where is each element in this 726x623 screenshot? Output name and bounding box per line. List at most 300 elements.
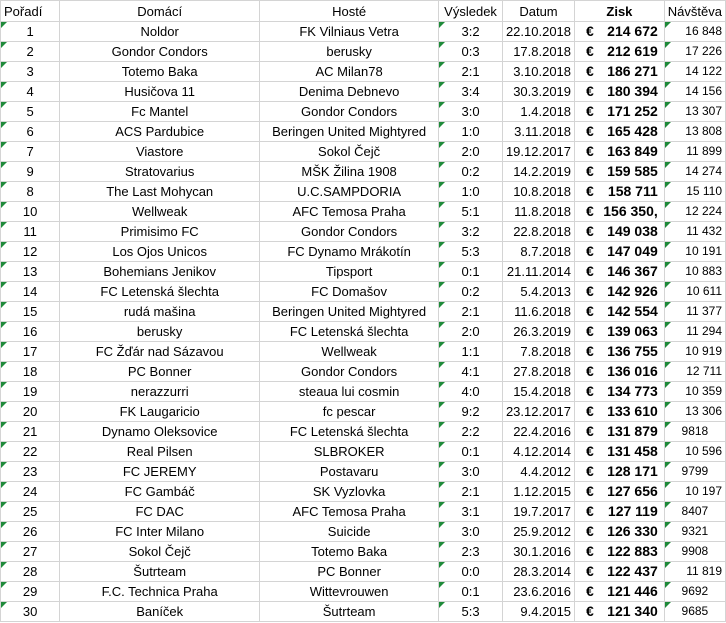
cell-poradi[interactable]	[1, 262, 60, 282]
header-hoste[interactable]: Hosté	[260, 1, 439, 22]
cell-zisk[interactable]	[575, 222, 665, 242]
cell-datum[interactable]	[502, 562, 574, 582]
cell-datum[interactable]	[502, 162, 574, 182]
cell-hoste[interactable]	[260, 182, 439, 202]
cell-navsteva[interactable]	[664, 182, 725, 202]
cell-hoste[interactable]	[260, 562, 439, 582]
domaci-value: Bohemians Jenikov	[103, 264, 217, 279]
cell-navsteva[interactable]	[664, 42, 725, 62]
cell-poradi[interactable]	[1, 522, 60, 542]
cell-navsteva[interactable]	[664, 142, 725, 162]
cell-hoste[interactable]	[260, 262, 439, 282]
currency-symbol: €	[586, 183, 594, 199]
hoste-value: Sokol Čejč	[318, 144, 381, 159]
cell-navsteva[interactable]	[664, 462, 725, 482]
cell-vysledek[interactable]	[439, 182, 503, 202]
cell-hoste[interactable]	[260, 362, 439, 382]
cell-poradi[interactable]	[1, 162, 60, 182]
cell-datum[interactable]	[502, 462, 574, 482]
cell-poradi[interactable]	[1, 562, 60, 582]
cell-vysledek[interactable]	[439, 542, 503, 562]
currency-symbol: €	[586, 83, 594, 99]
cell-zisk[interactable]	[575, 42, 665, 62]
cell-navsteva[interactable]	[664, 222, 725, 242]
hoste-value: berusky	[326, 44, 372, 59]
vysledek-value: 0:2	[461, 164, 480, 179]
cell-datum[interactable]	[502, 122, 574, 142]
cell-poradi[interactable]	[1, 382, 60, 402]
currency-symbol: €	[586, 143, 594, 159]
cell-domaci[interactable]	[60, 22, 260, 42]
cell-zisk[interactable]	[575, 422, 665, 442]
cell-hoste[interactable]	[260, 122, 439, 142]
cell-zisk[interactable]	[575, 482, 665, 502]
cell-navsteva[interactable]	[664, 382, 725, 402]
cell-hoste[interactable]	[260, 382, 439, 402]
cell-domaci[interactable]	[60, 262, 260, 282]
cell-vysledek[interactable]	[439, 162, 503, 182]
cell-datum[interactable]	[502, 602, 574, 622]
cell-datum[interactable]	[502, 282, 574, 302]
navsteva-value: 9908	[681, 544, 709, 558]
header-zisk[interactable]: Zisk	[575, 1, 665, 22]
datum-value: 1.12.2015	[513, 484, 572, 499]
zisk-value: 134 773	[607, 383, 658, 399]
cell-vysledek[interactable]	[439, 42, 503, 62]
table-row	[1, 202, 726, 222]
datum-value: 11.6.2018	[514, 304, 572, 319]
cell-zisk[interactable]	[575, 582, 665, 602]
cell-hoste[interactable]	[260, 502, 439, 522]
header-vysledek[interactable]: Výsledek	[439, 1, 503, 22]
cell-poradi[interactable]	[1, 122, 60, 142]
cell-navsteva[interactable]	[664, 282, 725, 302]
cell-vysledek[interactable]	[439, 282, 503, 302]
cell-poradi[interactable]	[1, 442, 60, 462]
cell-navsteva[interactable]	[664, 502, 725, 522]
cell-vysledek[interactable]	[439, 82, 503, 102]
cell-zisk[interactable]	[575, 262, 665, 282]
cell-domaci[interactable]	[60, 122, 260, 142]
text-number-flag-icon	[439, 42, 445, 48]
cell-datum[interactable]	[502, 342, 574, 362]
header-domaci[interactable]: Domácí	[60, 1, 260, 22]
cell-zisk[interactable]	[575, 502, 665, 522]
cell-vysledek[interactable]	[439, 102, 503, 122]
cell-datum[interactable]	[502, 402, 574, 422]
cell-vysledek[interactable]	[439, 202, 503, 222]
cell-vysledek[interactable]	[439, 242, 503, 262]
cell-hoste[interactable]	[260, 242, 439, 262]
cell-navsteva[interactable]	[664, 582, 725, 602]
vysledek-value: 5:1	[461, 204, 480, 219]
cell-hoste[interactable]	[260, 442, 439, 462]
cell-vysledek[interactable]	[439, 522, 503, 542]
text-number-flag-icon	[1, 302, 7, 308]
datum-value: 15.4.2018	[513, 384, 572, 399]
cell-hoste[interactable]	[260, 602, 439, 622]
cell-hoste[interactable]	[260, 282, 439, 302]
text-number-flag-icon	[1, 462, 7, 468]
cell-datum[interactable]	[502, 502, 574, 522]
cell-datum[interactable]	[502, 582, 574, 602]
cell-domaci[interactable]	[60, 362, 260, 382]
cell-poradi[interactable]	[1, 322, 60, 342]
cell-navsteva[interactable]	[664, 242, 725, 262]
cell-vysledek[interactable]	[439, 582, 503, 602]
poradi-value: 8	[26, 184, 34, 199]
cell-navsteva[interactable]	[664, 22, 725, 42]
cell-domaci[interactable]	[60, 142, 260, 162]
cell-navsteva[interactable]	[664, 362, 725, 382]
cell-zisk[interactable]	[575, 302, 665, 322]
domaci-value: Dynamo Oleksovice	[101, 424, 218, 439]
cell-poradi[interactable]	[1, 502, 60, 522]
text-number-flag-icon	[439, 202, 445, 208]
currency-symbol: €	[586, 223, 594, 239]
cell-navsteva[interactable]	[664, 162, 725, 182]
table-row	[1, 242, 726, 262]
cell-domaci[interactable]	[60, 102, 260, 122]
cell-vysledek[interactable]	[439, 22, 503, 42]
cell-poradi[interactable]	[1, 142, 60, 162]
datum-value: 27.8.2018	[513, 364, 572, 379]
cell-navsteva[interactable]	[664, 422, 725, 442]
currency-symbol: €	[586, 383, 594, 399]
cell-datum[interactable]	[502, 62, 574, 82]
cell-zisk[interactable]	[575, 202, 665, 222]
cell-poradi[interactable]	[1, 282, 60, 302]
navsteva-value: 13 306	[685, 404, 722, 418]
cell-vysledek[interactable]	[439, 382, 503, 402]
datum-value: 30.1.2016	[513, 544, 572, 559]
cell-hoste[interactable]	[260, 102, 439, 122]
cell-zisk[interactable]	[575, 322, 665, 342]
cell-hoste[interactable]	[260, 302, 439, 322]
cell-hoste[interactable]	[260, 162, 439, 182]
cell-vysledek[interactable]	[439, 462, 503, 482]
cell-poradi[interactable]	[1, 402, 60, 422]
cell-poradi[interactable]	[1, 82, 60, 102]
cell-hoste[interactable]	[260, 422, 439, 442]
cell-vysledek[interactable]	[439, 362, 503, 382]
poradi-value: 14	[22, 284, 38, 299]
cell-domaci[interactable]	[60, 62, 260, 82]
cell-zisk[interactable]	[575, 162, 665, 182]
hoste-value: Šutrteam	[322, 604, 376, 619]
cell-navsteva[interactable]	[664, 122, 725, 142]
currency-symbol: €	[586, 463, 594, 479]
domaci-value: FC Gambáč	[124, 484, 195, 499]
cell-datum[interactable]	[502, 302, 574, 322]
cell-navsteva[interactable]	[664, 522, 725, 542]
cell-datum[interactable]	[502, 202, 574, 222]
cell-datum[interactable]	[502, 482, 574, 502]
domaci-value: rudá mašina	[123, 304, 196, 319]
cell-zisk[interactable]	[575, 362, 665, 382]
cell-navsteva[interactable]	[664, 62, 725, 82]
text-number-flag-icon	[439, 542, 445, 548]
cell-datum[interactable]	[502, 102, 574, 122]
cell-zisk[interactable]	[575, 342, 665, 362]
cell-datum[interactable]	[502, 42, 574, 62]
cell-hoste[interactable]	[260, 142, 439, 162]
cell-poradi[interactable]	[1, 62, 60, 82]
cell-navsteva[interactable]	[664, 342, 725, 362]
cell-poradi[interactable]	[1, 582, 60, 602]
cell-datum[interactable]	[502, 422, 574, 442]
currency-symbol: €	[586, 503, 594, 519]
hoste-value: Gondor Condors	[301, 364, 398, 379]
cell-poradi[interactable]	[1, 482, 60, 502]
cell-vysledek[interactable]	[439, 122, 503, 142]
cell-domaci[interactable]	[60, 542, 260, 562]
cell-poradi[interactable]	[1, 302, 60, 322]
cell-domaci[interactable]	[60, 182, 260, 202]
cell-domaci[interactable]	[60, 242, 260, 262]
header-poradi[interactable]: Pořadí	[1, 1, 60, 22]
cell-poradi[interactable]	[1, 342, 60, 362]
cell-datum[interactable]	[502, 22, 574, 42]
cell-zisk[interactable]	[575, 62, 665, 82]
cell-vysledek[interactable]	[439, 482, 503, 502]
cell-zisk[interactable]	[575, 282, 665, 302]
text-number-flag-icon	[439, 62, 445, 68]
cell-navsteva[interactable]	[664, 482, 725, 502]
cell-domaci[interactable]	[60, 562, 260, 582]
datum-value: 9.4.2015	[520, 604, 572, 619]
currency-symbol: €	[586, 163, 594, 179]
navsteva-value: 14 122	[685, 64, 722, 78]
cell-navsteva[interactable]	[664, 262, 725, 282]
cell-navsteva[interactable]	[664, 202, 725, 222]
cell-zisk[interactable]	[575, 542, 665, 562]
cell-vysledek[interactable]	[439, 602, 503, 622]
cell-hoste[interactable]	[260, 582, 439, 602]
text-number-flag-icon	[665, 62, 671, 68]
currency-symbol: €	[586, 363, 594, 379]
datum-value: 4.12.2014	[513, 444, 572, 459]
cell-domaci[interactable]	[60, 202, 260, 222]
cell-zisk[interactable]	[575, 602, 665, 622]
cell-domaci[interactable]	[60, 482, 260, 502]
cell-navsteva[interactable]	[664, 602, 725, 622]
text-number-flag-icon	[665, 262, 671, 268]
text-number-flag-icon	[439, 482, 445, 488]
cell-navsteva[interactable]	[664, 542, 725, 562]
cell-poradi[interactable]	[1, 602, 60, 622]
cell-vysledek[interactable]	[439, 62, 503, 82]
currency-symbol: €	[586, 303, 594, 319]
table-row	[1, 442, 726, 462]
table-row	[1, 562, 726, 582]
cell-poradi[interactable]	[1, 22, 60, 42]
cell-domaci[interactable]	[60, 442, 260, 462]
navsteva-value: 17 226	[685, 44, 722, 58]
cell-zisk[interactable]	[575, 402, 665, 422]
cell-datum[interactable]	[502, 222, 574, 242]
table-row	[1, 42, 726, 62]
zisk-value: 122 883	[607, 543, 658, 559]
cell-vysledek[interactable]	[439, 502, 503, 522]
cell-vysledek[interactable]	[439, 262, 503, 282]
cell-domaci[interactable]	[60, 322, 260, 342]
cell-hoste[interactable]	[260, 522, 439, 542]
cell-poradi[interactable]	[1, 542, 60, 562]
cell-poradi[interactable]	[1, 422, 60, 442]
text-number-flag-icon	[439, 502, 445, 508]
cell-datum[interactable]	[502, 242, 574, 262]
text-number-flag-icon	[665, 122, 671, 128]
cell-zisk[interactable]	[575, 102, 665, 122]
cell-domaci[interactable]	[60, 342, 260, 362]
cell-hoste[interactable]	[260, 22, 439, 42]
cell-datum[interactable]	[502, 82, 574, 102]
cell-vysledek[interactable]	[439, 402, 503, 422]
cell-zisk[interactable]	[575, 82, 665, 102]
cell-domaci[interactable]	[60, 162, 260, 182]
cell-hoste[interactable]	[260, 342, 439, 362]
cell-vysledek[interactable]	[439, 302, 503, 322]
cell-datum[interactable]	[502, 322, 574, 342]
cell-navsteva[interactable]	[664, 82, 725, 102]
domaci-value: nerazzurri	[130, 384, 189, 399]
cell-domaci[interactable]	[60, 382, 260, 402]
cell-vysledek[interactable]	[439, 562, 503, 582]
cell-domaci[interactable]	[60, 422, 260, 442]
cell-hoste[interactable]	[260, 82, 439, 102]
cell-zisk[interactable]	[575, 22, 665, 42]
cell-poradi[interactable]	[1, 222, 60, 242]
datum-value: 3.10.2018	[513, 64, 572, 79]
cell-zisk[interactable]	[575, 142, 665, 162]
cell-domaci[interactable]	[60, 582, 260, 602]
cell-zisk[interactable]	[575, 462, 665, 482]
text-number-flag-icon	[665, 562, 671, 568]
cell-hoste[interactable]	[260, 42, 439, 62]
cell-domaci[interactable]	[60, 522, 260, 542]
text-number-flag-icon	[1, 242, 7, 248]
cell-navsteva[interactable]	[664, 402, 725, 422]
cell-datum[interactable]	[502, 262, 574, 282]
cell-vysledek[interactable]	[439, 322, 503, 342]
hoste-value: steaua lui cosmin	[298, 384, 400, 399]
navsteva-value: 12 711	[686, 364, 722, 378]
cell-poradi[interactable]	[1, 42, 60, 62]
cell-zisk[interactable]	[575, 182, 665, 202]
cell-hoste[interactable]	[260, 222, 439, 242]
cell-zisk[interactable]	[575, 442, 665, 462]
cell-domaci[interactable]	[60, 502, 260, 522]
poradi-value: 15	[22, 304, 38, 319]
datum-value: 11.8.2018	[514, 204, 572, 219]
cell-poradi[interactable]	[1, 242, 60, 262]
table-row	[1, 102, 726, 122]
cell-navsteva[interactable]	[664, 562, 725, 582]
cell-hoste[interactable]	[260, 542, 439, 562]
cell-poradi[interactable]	[1, 182, 60, 202]
cell-datum[interactable]	[502, 142, 574, 162]
cell-zisk[interactable]	[575, 382, 665, 402]
cell-navsteva[interactable]	[664, 102, 725, 122]
cell-hoste[interactable]	[260, 462, 439, 482]
cell-poradi[interactable]	[1, 362, 60, 382]
cell-poradi[interactable]	[1, 462, 60, 482]
cell-zisk[interactable]	[575, 562, 665, 582]
cell-datum[interactable]	[502, 182, 574, 202]
datum-value: 25.9.2012	[513, 524, 572, 539]
cell-domaci[interactable]	[60, 402, 260, 422]
poradi-value: 25	[22, 504, 38, 519]
cell-vysledek[interactable]	[439, 422, 503, 442]
currency-symbol: €	[586, 103, 594, 119]
cell-datum[interactable]	[502, 542, 574, 562]
cell-zisk[interactable]	[575, 242, 665, 262]
text-number-flag-icon	[1, 562, 7, 568]
cell-hoste[interactable]	[260, 402, 439, 422]
cell-datum[interactable]	[502, 442, 574, 462]
cell-navsteva[interactable]	[664, 442, 725, 462]
cell-poradi[interactable]	[1, 202, 60, 222]
poradi-value: 29	[22, 584, 38, 599]
cell-hoste[interactable]	[260, 202, 439, 222]
text-number-flag-icon	[665, 442, 671, 448]
cell-datum[interactable]	[502, 382, 574, 402]
poradi-value: 16	[22, 324, 38, 339]
header-navsteva[interactable]: Návštěva	[664, 1, 725, 22]
zisk-value: 147 049	[607, 243, 658, 259]
cell-navsteva[interactable]	[664, 322, 725, 342]
cell-vysledek[interactable]	[439, 442, 503, 462]
hoste-value: Wittevrouwen	[309, 584, 389, 599]
cell-domaci[interactable]	[60, 602, 260, 622]
cell-vysledek[interactable]	[439, 222, 503, 242]
text-number-flag-icon	[1, 62, 7, 68]
text-number-flag-icon	[439, 302, 445, 308]
cell-domaci[interactable]	[60, 82, 260, 102]
cell-domaci[interactable]	[60, 462, 260, 482]
cell-domaci[interactable]	[60, 282, 260, 302]
navsteva-value: 10 197	[685, 484, 722, 498]
cell-vysledek[interactable]	[439, 342, 503, 362]
cell-hoste[interactable]	[260, 482, 439, 502]
poradi-value: 21	[22, 424, 38, 439]
cell-vysledek[interactable]	[439, 142, 503, 162]
cell-domaci[interactable]	[60, 222, 260, 242]
cell-navsteva[interactable]	[664, 302, 725, 322]
cell-domaci[interactable]	[60, 42, 260, 62]
text-number-flag-icon	[439, 582, 445, 588]
text-number-flag-icon	[1, 182, 7, 188]
hoste-value: Beringen United Mightyred	[272, 304, 427, 319]
cell-zisk[interactable]	[575, 522, 665, 542]
text-number-flag-icon	[439, 362, 445, 368]
text-number-flag-icon	[439, 242, 445, 248]
cell-hoste[interactable]	[260, 62, 439, 82]
header-datum[interactable]: Datum	[502, 1, 574, 22]
vysledek-value: 2:0	[461, 144, 480, 159]
cell-domaci[interactable]	[60, 302, 260, 322]
cell-datum[interactable]	[502, 362, 574, 382]
cell-hoste[interactable]	[260, 322, 439, 342]
hoste-value: Totemo Baka	[311, 544, 388, 559]
cell-zisk[interactable]	[575, 122, 665, 142]
datum-value: 22.4.2016	[513, 424, 572, 439]
navsteva-value: 14 156	[685, 84, 722, 98]
cell-poradi[interactable]	[1, 102, 60, 122]
zisk-value: 149 038	[607, 223, 658, 239]
cell-datum[interactable]	[502, 522, 574, 542]
